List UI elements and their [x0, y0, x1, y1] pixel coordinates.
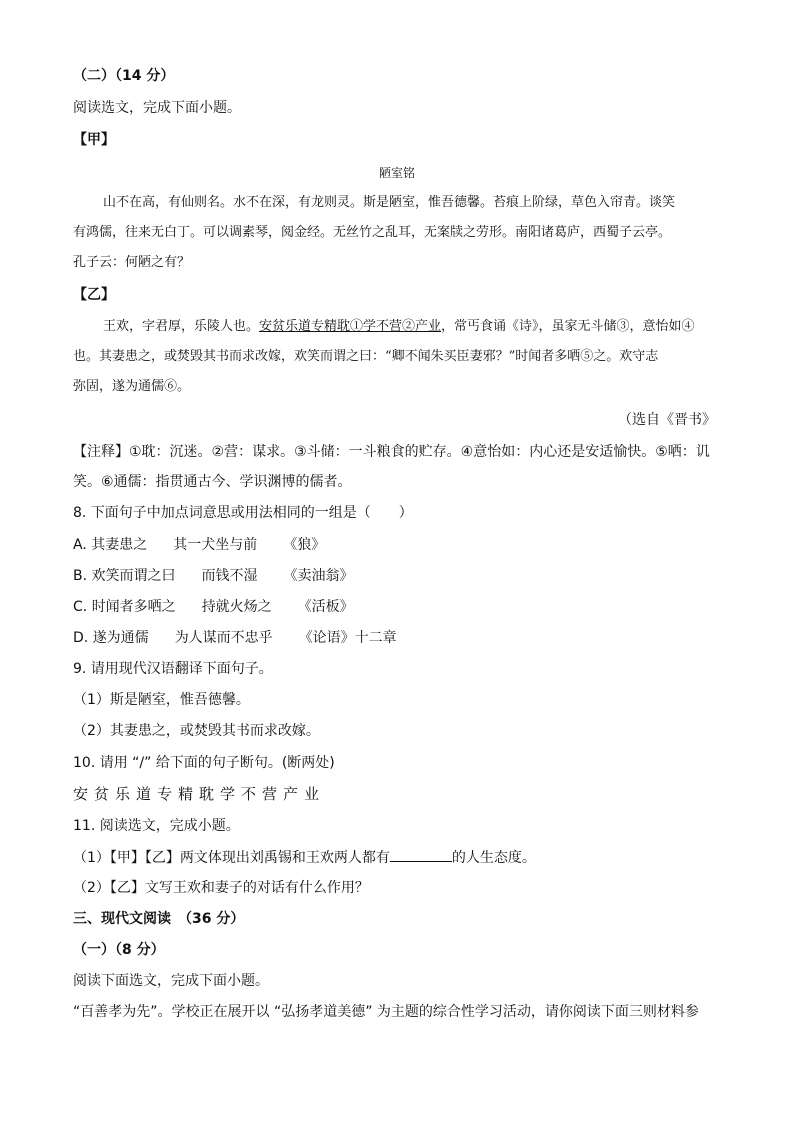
option-source: 《狼》	[283, 537, 326, 553]
q11-item-1-tail: 的人生态度。	[451, 850, 536, 866]
option-label: A.	[73, 537, 87, 553]
q11-item-2: （2）【乙】文写王欢和妻子的对话有什么作用？	[73, 880, 369, 896]
q10-sentence: 安贫乐道专精耽学不营产业	[73, 785, 326, 803]
option-sentence-2: 为人谋而不忠乎	[174, 630, 273, 646]
section-three-instruction: 阅读下面选文，完成下面小题。	[73, 973, 269, 989]
notes-line-1: 【注释】①耽：沉迷。②营：谋求。③斗储：一斗粮食的贮存。④意怡如：内心还是安适愉快。⑤哂：讥	[73, 444, 710, 460]
section-three-intro: “百善孝为先”。学校正在展开以 “弘扬孝道美德” 为主题的综合性学习活动，请你阅读下面三则材料参	[73, 1004, 699, 1020]
section-two-header: （二）（14 分）	[73, 68, 175, 84]
q11-item-1	[73, 847, 536, 868]
yi-line-1-pre: 王欢，字君厚，乐陵人也。	[103, 319, 260, 334]
q9-item-2: （2）其妻患之，或焚毁其书而求改嫁。	[73, 723, 320, 739]
yi-line-3: 弥固，遂为通儒⑥。	[73, 379, 191, 394]
option-sentence-1: 时闻者多哂之	[91, 599, 176, 615]
answer-blank[interactable]	[390, 847, 452, 862]
q8-option-a	[73, 535, 325, 555]
q8-stem: 8. 下面句子中加点词意思或用法相同的一组是（ ）	[73, 505, 413, 521]
jia-label: 【甲】	[73, 132, 115, 148]
option-sentence-2: 其一犬坐与前	[173, 537, 258, 553]
option-label: D.	[73, 630, 89, 646]
option-source: 《活板》	[297, 599, 354, 615]
jia-line-1: 山不在高，有仙则名。水不在深，有龙则灵。斯是陋室，惟吾德馨。苔痕上阶绿，草色入帘青。谈笑	[103, 195, 676, 210]
option-sentence-2: 持就火炀之	[201, 599, 272, 615]
yi-underlined-phrase: 安贫乐道专精耽①学不营②产业	[259, 319, 442, 334]
section-three-header: 三、现代文阅读 （36 分）	[73, 911, 245, 927]
q8-option-d	[73, 628, 397, 648]
jia-line-3: 孔子云：何陋之有？	[73, 255, 191, 270]
option-sentence-1: 遂为通儒	[92, 630, 149, 646]
q10-stem: 10. 请用 “/” 给下面的句子断句。(断两处)	[73, 755, 335, 771]
option-sentence-1: 其妻患之	[91, 537, 148, 553]
option-sentence-1: 欢笑而谓之曰	[91, 568, 176, 584]
option-source: 《卖油翁》	[283, 568, 354, 584]
section-three-subheader: （一）（8 分）	[73, 942, 165, 958]
yi-line-1	[103, 317, 695, 337]
yi-line-1-post: ，常丐食诵《诗》，虽家无斗储③，意怡如④	[441, 319, 695, 334]
yi-line-2: 也。其妻患之，或焚毁其书而求改嫁，欢笑而谓之曰：“卿不闻朱买臣妻邪？”时闻者多哂⑤之。欢守志	[73, 349, 659, 364]
notes-line-2: 笑。⑥通儒：指贯通古今、学识渊博的儒者。	[73, 474, 352, 490]
option-source: 《论语》十二章	[298, 630, 397, 646]
yi-label: 【乙】	[73, 287, 115, 303]
jia-title: 陋室铭	[378, 166, 415, 180]
option-label: C.	[73, 599, 88, 615]
option-sentence-2: 而钱不湿	[201, 568, 258, 584]
q11-stem: 11. 阅读选文，完成小题。	[73, 818, 240, 834]
q9-item-1: （1）斯是陋室，惟吾德馨。	[73, 692, 250, 708]
q11-item-1-text: （1）【甲】【乙】两文体现出刘禹锡和王欢两人都有	[73, 850, 390, 866]
source-citation: （选自《晋书》	[618, 412, 716, 428]
section-two-instruction: 阅读选文，完成下面小题。	[73, 100, 241, 116]
q9-stem: 9. 请用现代汉语翻译下面句子。	[73, 661, 273, 677]
jia-line-2: 有鸿儒，往来无白丁。可以调素琴，阅金经。无丝竹之乱耳，无案牍之劳形。南阳诸葛庐，西蜀子云亭。	[73, 225, 672, 240]
q8-option-b	[73, 566, 354, 586]
option-label: B.	[73, 568, 88, 584]
q8-option-c	[73, 597, 354, 617]
